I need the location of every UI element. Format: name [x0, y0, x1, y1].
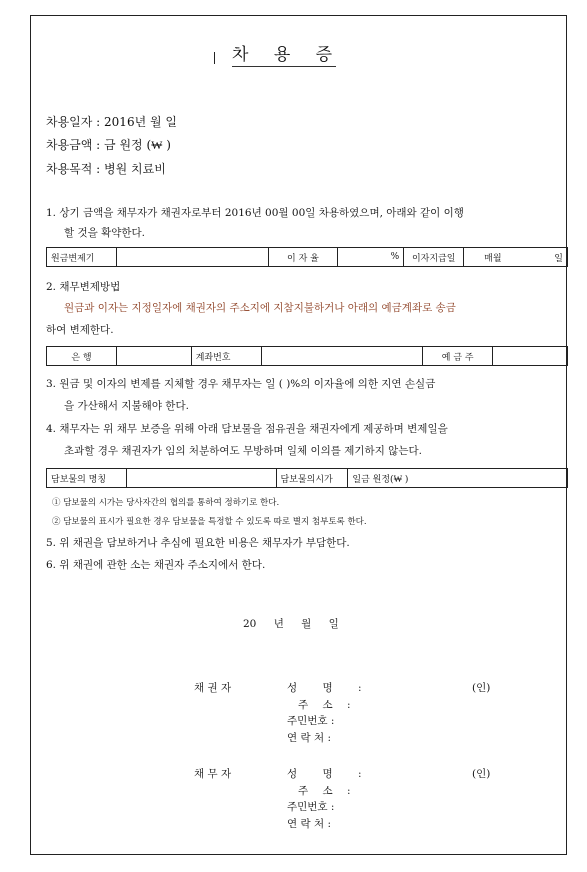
document-title: 차 용 증	[232, 40, 336, 67]
borrow-amount: 차용금액 : 금 원정 (₩ )	[46, 138, 171, 152]
repayment-terms-table	[46, 247, 568, 267]
clause-2-line-1: 원금과 이자는 지정일자에 채권자의 주소지에 지참지불하거나 아래의 예금계좌로 송금	[64, 302, 456, 314]
day-label: 일	[554, 253, 563, 264]
clause-1-line-2: 할 것을 확약한다.	[64, 227, 146, 239]
clause-4-line-1: 4. 채무자는 위 채무 보증을 위해 아래 담보물을 점유권을 채권자에게 제공하며 변제일을	[46, 423, 448, 435]
clause-3-line-1: 3. 원금 및 이자의 변제를 지체할 경우 채무자는 일 ( )%의 이자율에 의한 지연 손실금	[46, 378, 436, 390]
text-cursor	[214, 52, 215, 64]
collateral-amount[interactable]	[348, 469, 568, 488]
clause-1-line-1: 1. 상기 금액을 채무자가 채권자로부터 2016년 00월 00일 차용하였으며, 아래와 같이 이행	[46, 207, 464, 219]
note-2: ② 담보물의 표시가 필요한 경우 담보물을 특정할 수 있도록 따로 별지 첨부토록 한다.	[52, 517, 367, 527]
interest-day-value[interactable]	[464, 248, 568, 267]
debtor-address-label: 주 소 :	[298, 785, 351, 797]
depositor-value[interactable]	[493, 347, 568, 366]
creditor-role: 채 권 자	[194, 682, 232, 694]
debtor-name-label: 성 명 :	[287, 768, 362, 780]
note-1: ① 담보물의 시가는 당사자간의 협의를 통하여 정하기로 한다.	[52, 498, 280, 508]
interest-rate-value[interactable]	[338, 248, 404, 267]
creditor-contact-label: 연 락 처 :	[287, 732, 331, 744]
clause-5: 5. 위 채권을 담보하거나 추심에 필요한 비용은 채무자가 부담한다.	[46, 537, 350, 549]
clause-2-line-2: 하여 변제한다.	[46, 324, 114, 336]
collateral-name-value[interactable]	[126, 469, 276, 488]
clause-6: 6. 위 채권에 관한 소는 채권자 주소지에서 한다.	[46, 559, 266, 571]
principal-date-label: 원금변제기	[47, 248, 117, 267]
debtor-role: 채 무 자	[194, 768, 232, 780]
principal-date-value[interactable]	[116, 248, 268, 267]
interest-rate-label: 이 자 율	[268, 248, 338, 267]
collateral-amount-text: 일금 원정(₩ )	[352, 474, 409, 485]
collateral-name-label: 담보물의 명칭	[47, 469, 127, 488]
borrow-date: 차용일자 : 2016년 월 일	[46, 115, 177, 129]
clause-2-heading: 2. 채무변제방법	[46, 281, 121, 293]
bank-label: 은 행	[47, 347, 117, 366]
bank-value[interactable]	[116, 347, 191, 366]
bank-account-table	[46, 346, 568, 366]
account-no-value[interactable]	[261, 347, 423, 366]
account-no-label: 계좌번호	[191, 347, 261, 366]
interest-day-label: 이자지급일	[404, 248, 464, 267]
debtor-seal: (인)	[472, 768, 491, 780]
creditor-id-label: 주민번호 :	[287, 715, 335, 727]
clause-3-line-2: 을 가산해서 지불해야 한다.	[64, 400, 189, 412]
sign-date: 20 년 월 일	[243, 618, 339, 630]
clause-4-line-2: 초과할 경우 채권자가 임의 처분하여도 무방하며 일체 이의를 제기하지 않는다.	[64, 445, 422, 457]
collateral-table	[46, 468, 568, 488]
collateral-value-label: 담보물의시가	[276, 469, 348, 488]
creditor-address-label: 주 소 :	[298, 699, 351, 711]
borrow-purpose: 차용목적 : 병원 치료비	[46, 162, 166, 176]
debtor-contact-label: 연 락 처 :	[287, 818, 331, 830]
creditor-name-label: 성 명 :	[287, 682, 362, 694]
percent-sign: %	[390, 252, 400, 262]
monthly-label: 매월	[484, 253, 502, 264]
debtor-id-label: 주민번호 :	[287, 801, 335, 813]
depositor-label: 예 금 주	[423, 347, 493, 366]
creditor-seal: (인)	[472, 682, 491, 694]
